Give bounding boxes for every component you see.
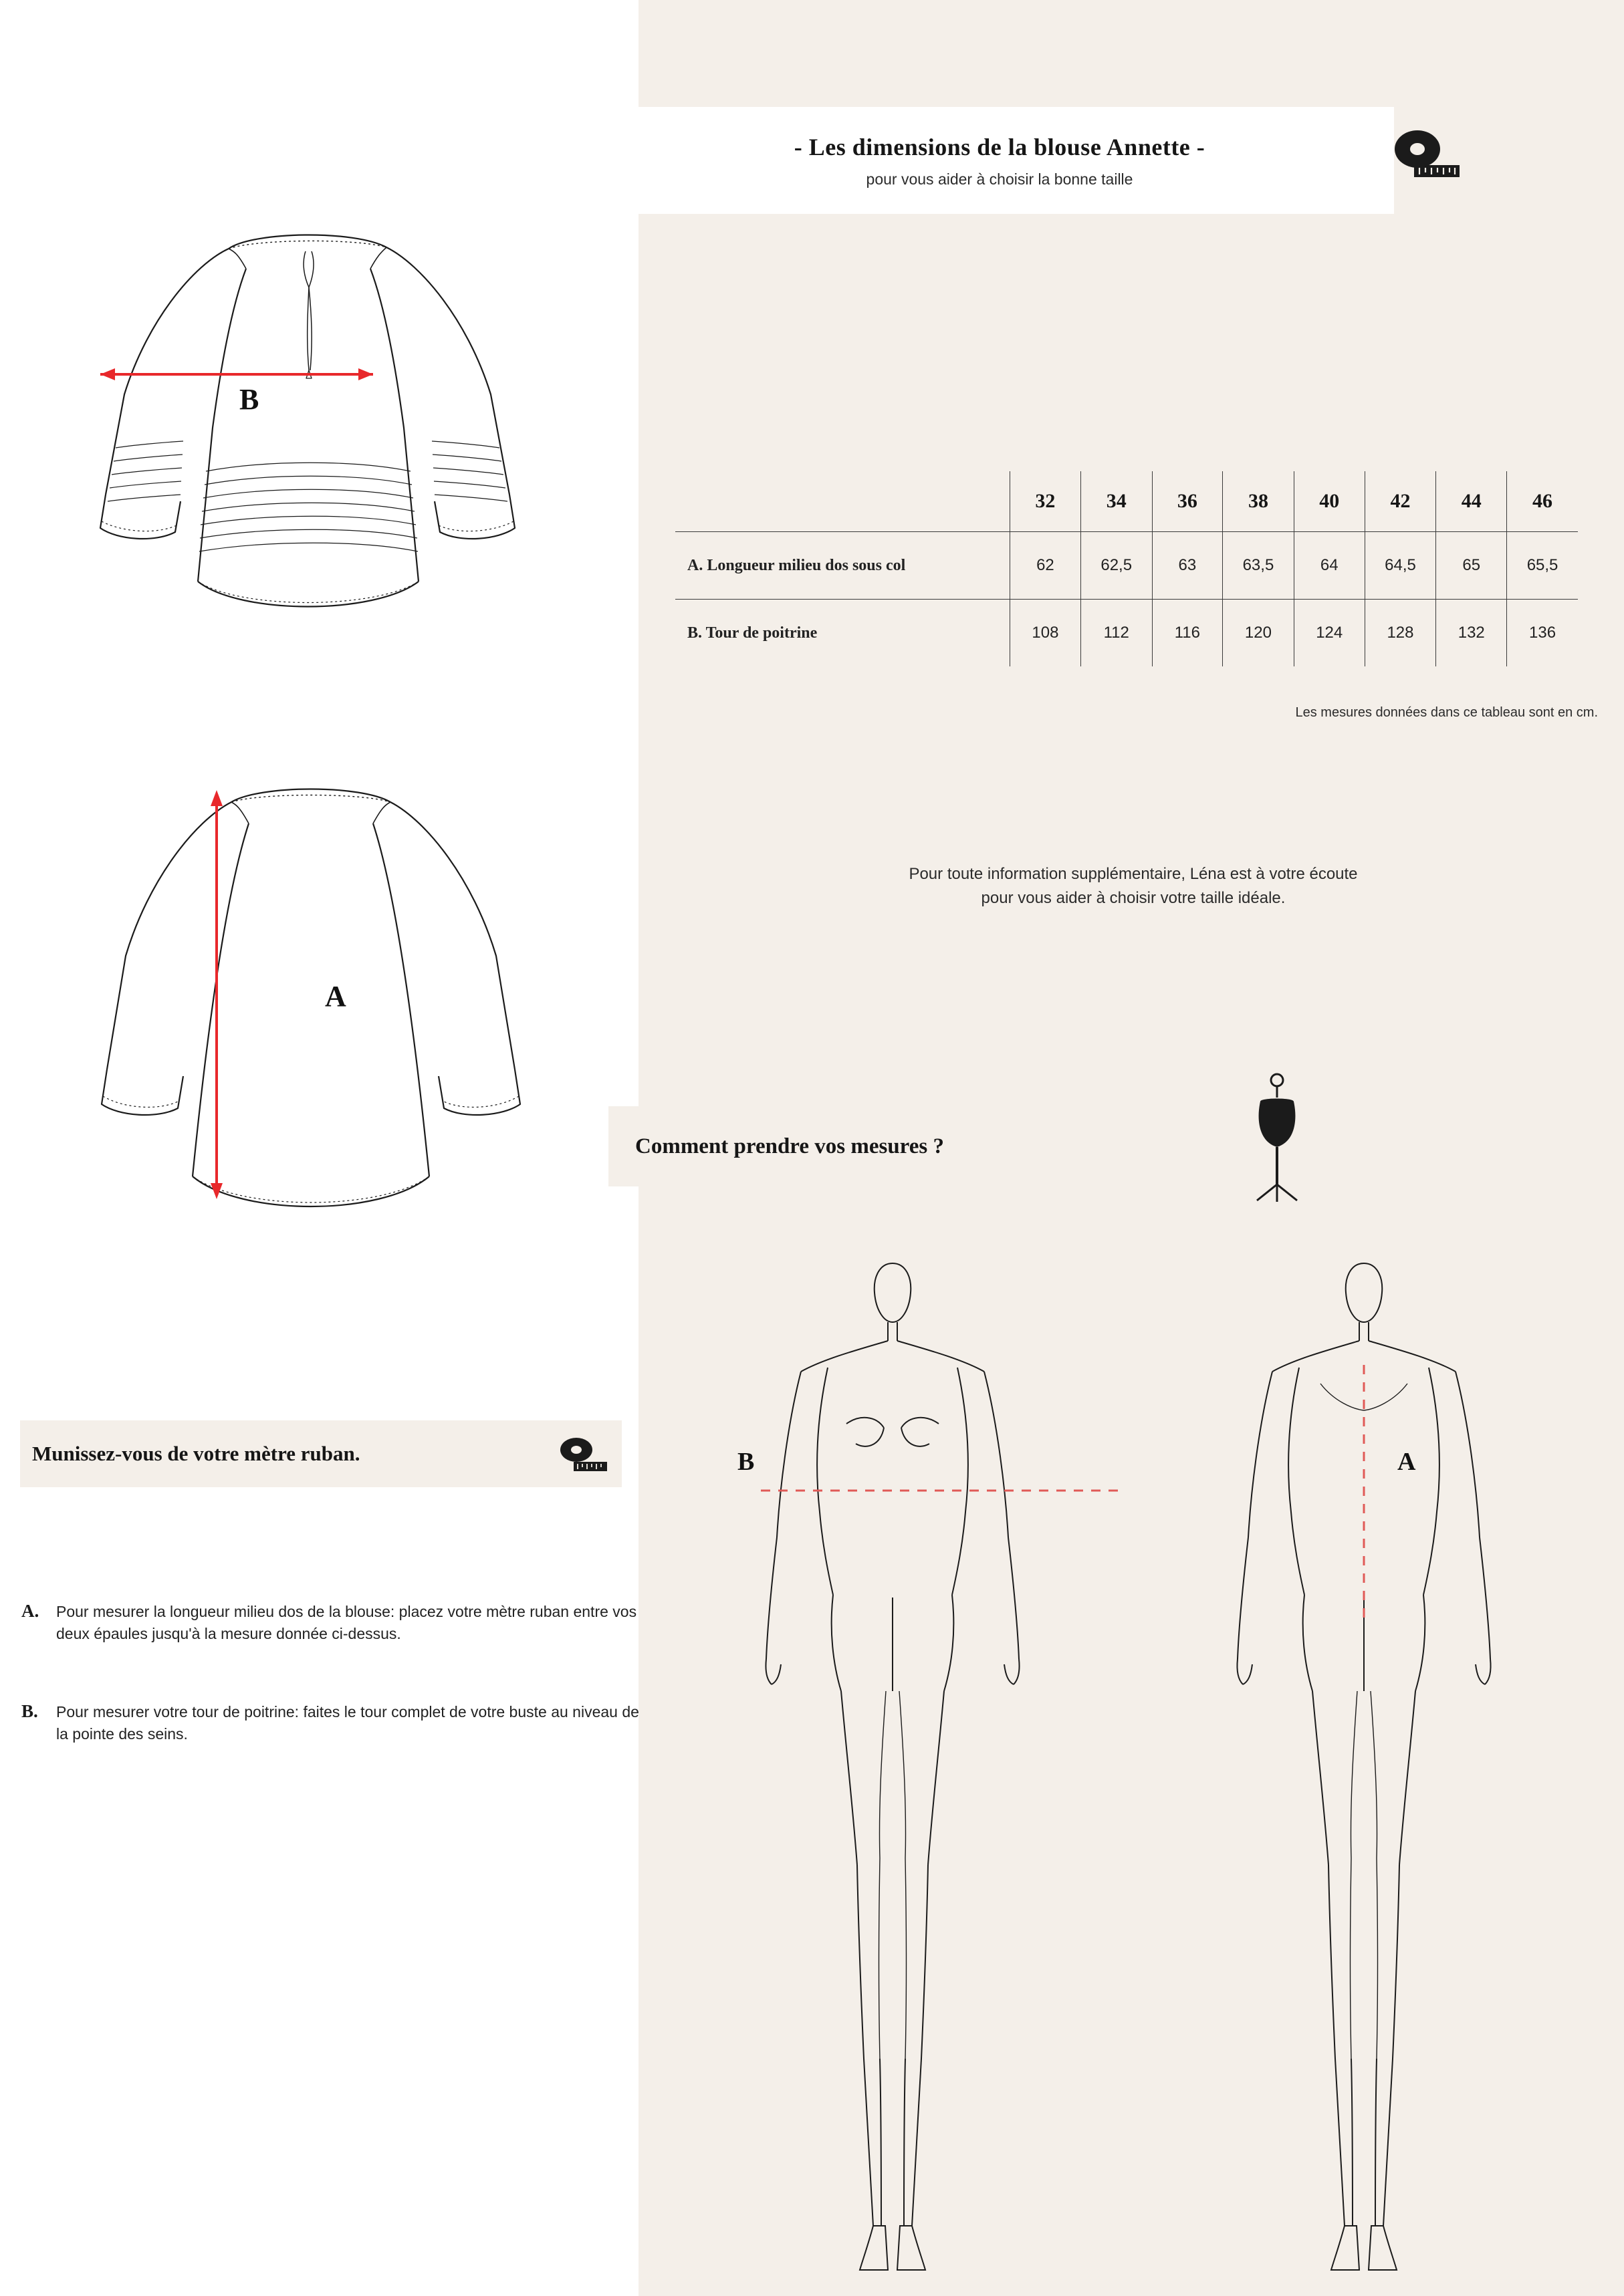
cell: 128	[1365, 600, 1436, 667]
instruction-marker: B.	[21, 1701, 38, 1721]
instruction-text: Pour mesurer votre tour de poitrine: faites le tour complet de votre buste au niveau de la pointe des seins.	[56, 1703, 639, 1743]
cell: 63,5	[1223, 532, 1294, 600]
cell: 132	[1436, 600, 1507, 667]
cell: 65,5	[1507, 532, 1578, 600]
instruction-a	[21, 1601, 643, 1644]
how-to-measure-title: Comment prendre vos mesures ?	[635, 1134, 944, 1158]
female-figure-back-croquis	[1237, 1263, 1490, 2270]
table-corner-cell	[675, 471, 1010, 532]
cell: 116	[1152, 600, 1222, 667]
size-header: 34	[1080, 471, 1152, 532]
header-band	[605, 107, 1394, 214]
female-figure-front-croquis	[766, 1263, 1019, 2270]
size-header: 40	[1294, 471, 1365, 532]
cell: 63	[1152, 532, 1222, 600]
cell: 108	[1010, 600, 1081, 667]
table-header-row	[675, 471, 1578, 532]
table-row	[675, 532, 1578, 600]
cell: 112	[1080, 600, 1152, 667]
measurements-table	[675, 471, 1578, 666]
page-subtitle: pour vous aider à choisir la bonne taille	[866, 170, 1133, 188]
tape-measure-band	[20, 1420, 622, 1487]
size-header: 44	[1436, 471, 1507, 532]
dress-form-icon	[1240, 1069, 1314, 1213]
tape-measure-title: Munissez-vous de votre mètre ruban.	[32, 1442, 360, 1465]
measure-arrow-a	[211, 790, 223, 1199]
instruction-b	[21, 1701, 643, 1745]
figure-label-a: A	[1397, 1448, 1416, 1476]
flat-back-label-a: A	[325, 980, 346, 1013]
cell: 64	[1294, 532, 1365, 600]
tape-measure-icon	[555, 1434, 612, 1475]
size-header: 46	[1507, 471, 1578, 532]
instruction-marker: A.	[21, 1601, 39, 1621]
cell: 136	[1507, 600, 1578, 667]
cell: 124	[1294, 600, 1365, 667]
cell: 62	[1010, 532, 1081, 600]
table-row	[675, 600, 1578, 667]
row-label: B. Tour de poitrine	[675, 600, 1010, 667]
contact-line-1: Pour toute information supplémentaire, Léna est à votre écoute	[909, 865, 1358, 883]
instruction-text: Pour mesurer la longueur milieu dos de la blouse: placez votre mètre ruban entre vos deux épaules jusqu'à la mesure donnée ci-dessus.	[56, 1603, 637, 1642]
size-header: 38	[1223, 471, 1294, 532]
cell: 64,5	[1365, 532, 1436, 600]
cell: 62,5	[1080, 532, 1152, 600]
tape-measure-icon	[1387, 124, 1468, 184]
size-header: 36	[1152, 471, 1222, 532]
contact-note	[722, 862, 1544, 910]
figure-label-b: B	[737, 1448, 755, 1476]
cell: 120	[1223, 600, 1294, 667]
how-to-measure-band	[608, 1106, 1224, 1186]
blouse-front-flat-sketch	[74, 207, 588, 702]
cell: 65	[1436, 532, 1507, 600]
size-header: 42	[1365, 471, 1436, 532]
flat-front-label-b: B	[239, 383, 259, 416]
measure-arrow-b	[100, 368, 373, 380]
size-header: 32	[1010, 471, 1081, 532]
blouse-back-flat-sketch	[74, 762, 588, 1290]
contact-line-2: pour vous aider à choisir votre taille idéale.	[981, 889, 1286, 907]
table-units-note: Les mesures données dans ce tableau sont en cm.	[1295, 705, 1598, 720]
row-label: A. Longueur milieu dos sous col	[687, 556, 906, 574]
page-title: - Les dimensions de la blouse Annette -	[794, 133, 1205, 160]
measure-figures	[715, 1223, 1598, 2293]
